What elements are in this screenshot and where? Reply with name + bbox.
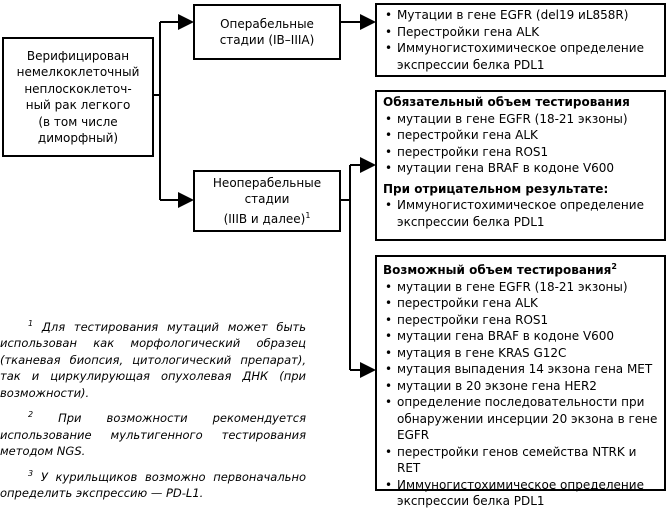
possible-tests-box [375, 255, 666, 508]
list-item: • Иммуногистохимическое определение экспрессии белка PDL1 [383, 477, 658, 510]
possible-title: Возможный объем тестирования$^2$ [383, 262, 617, 277]
list-item: • перестройки гена ALK [383, 127, 658, 144]
list-item: • перестройки генов семейства NTRK и RET [383, 444, 658, 477]
inoperable-line: стадии [244, 192, 290, 207]
list-item: • мутации гена BRAF в кодоне V600 [383, 328, 658, 345]
root-line: неплоскоклеточ- [24, 81, 132, 96]
root-line: Верифицирован [26, 48, 130, 63]
list-item: • перестройки гена ROS1 [383, 144, 658, 161]
list-item: • мутация выпадения 14 экзона гена MET [383, 361, 658, 378]
operable-box [193, 4, 341, 60]
list-item: • перестройки гена ALK [383, 295, 658, 312]
list-item: • мутация в гене KRAS G12C [383, 345, 658, 362]
list-item: • Мутации в гене EGFR (del19 иL858R) [383, 7, 658, 24]
operable-tests-box [375, 3, 666, 77]
footnote: $^1$ Для тестирования мутаций может быть использован как морфологический образец (тканевая биопсия, цитологический препарат), так и циркулирующая опухолевая ДНК (при возможности). [0, 319, 306, 400]
mandatory-title: Обязательный объем тестирования [383, 95, 630, 109]
list-item: • мутации в гене EGFR (18-21 экзоны) [383, 111, 658, 128]
list-item: • Иммуногистохимическое определение экспрессии белка PDL1 [383, 40, 658, 73]
mandatory-tests-box [375, 90, 666, 241]
footnote: $^3$ У курильщиков возможно первоначально определить экспрессию — PD-L1. [0, 468, 307, 500]
inoperable-line: Неоперабельные [212, 175, 322, 190]
root-box [2, 37, 154, 157]
footnotes [0, 316, 306, 507]
root-line: немелкоклеточный [16, 65, 140, 79]
root-line: диморфный) [37, 131, 119, 145]
negative-title: При отрицательном результате: [383, 181, 609, 196]
list-item: • мутации в 20 экзоне гена HER2 [383, 378, 658, 395]
list-item: • определение последовательности при обнаружении инсерции 20 экзона в гене EGFR [383, 394, 658, 444]
inoperable-box [193, 170, 341, 232]
inoperable-line: (IIIB и далее)$^1$ [223, 210, 311, 226]
list-item: • Перестройки гена ALK [383, 24, 658, 41]
list-item: • мутации в гене EGFR (18-21 экзоны) [383, 279, 658, 296]
footnote: $^2$ При возможности рекомендуется использование мультигенного тестирования методом NGS. [0, 410, 306, 459]
list-item: • Иммуногистохимическое определение экспрессии белка PDL1 [383, 197, 658, 230]
operable-line: Операбельные [220, 16, 314, 31]
list-item: • перестройки гена ROS1 [383, 312, 658, 329]
root-line: ный рак легкого [25, 98, 131, 112]
root-line: (в том числе [38, 114, 118, 129]
list-item: • мутации гена BRAF в кодоне V600 [383, 160, 658, 177]
operable-line: стадии (IB–IIIA) [219, 33, 315, 47]
